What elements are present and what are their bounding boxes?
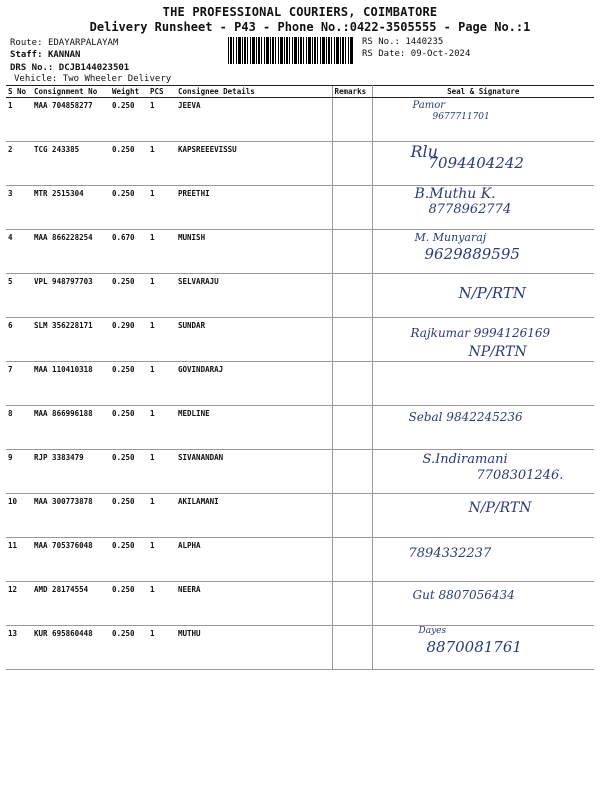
table-row bbox=[6, 186, 594, 230]
weight-cell: 0.250 bbox=[110, 494, 148, 538]
remarks-cell bbox=[332, 362, 372, 406]
remarks-cell bbox=[332, 274, 372, 318]
sno-cell: 6 bbox=[6, 318, 32, 362]
table-row bbox=[6, 450, 594, 494]
col-header-remarks: Remarks bbox=[332, 86, 372, 98]
route-line bbox=[10, 37, 118, 49]
signature-cell bbox=[372, 142, 594, 186]
weight-cell: 0.250 bbox=[110, 142, 148, 186]
rs-date-value: 09-Oct-2024 bbox=[410, 49, 471, 59]
consignment-no-cell: MTR 2515304 bbox=[32, 186, 110, 230]
signature-cell bbox=[372, 626, 594, 670]
vehicle-label: Vehicle: bbox=[14, 74, 58, 84]
handwritten-signature: Sebal 9842245236 bbox=[408, 410, 523, 424]
handwritten-signature: 7708301246. bbox=[476, 468, 564, 483]
handwritten-signature: N/P/RTN bbox=[468, 500, 532, 516]
consignee-cell: NEERA bbox=[176, 582, 332, 626]
pcs-cell: 1 bbox=[148, 186, 176, 230]
route-value: EDAYARPALAYAM bbox=[47, 38, 119, 48]
table-row bbox=[6, 494, 594, 538]
consignment-no-cell: RJP 3383479 bbox=[32, 450, 110, 494]
handwritten-signature: Dayes bbox=[418, 626, 447, 636]
signature-cell bbox=[372, 98, 594, 142]
col-header-pcs: PCS bbox=[148, 86, 176, 98]
weight-cell: 0.250 bbox=[110, 186, 148, 230]
staff-line bbox=[10, 49, 80, 61]
drs-value: DCJB144023501 bbox=[58, 63, 130, 73]
remarks-cell bbox=[332, 450, 372, 494]
weight-cell: 0.250 bbox=[110, 362, 148, 406]
runsheet-table bbox=[6, 85, 594, 670]
handwritten-signature: 9677711701 bbox=[432, 112, 490, 122]
handwritten-signature: Gut 8807056434 bbox=[412, 588, 515, 602]
handwritten-signature: NP/RTN bbox=[468, 344, 527, 360]
pcs-cell: 1 bbox=[148, 450, 176, 494]
consignment-no-cell: MAA 110410318 bbox=[32, 362, 110, 406]
handwritten-signature: S.Indiramani bbox=[422, 452, 508, 467]
sno-cell: 2 bbox=[6, 142, 32, 186]
handwritten-signature: M. Munyaraj bbox=[414, 231, 487, 244]
table-row bbox=[6, 230, 594, 274]
weight-cell: 0.250 bbox=[110, 274, 148, 318]
consignee-cell: GOVINDARAJ bbox=[176, 362, 332, 406]
handwritten-signature: Rajkumar 9994126169 bbox=[410, 326, 551, 340]
remarks-cell bbox=[332, 494, 372, 538]
table-row bbox=[6, 142, 594, 186]
sno-cell: 10 bbox=[6, 494, 32, 538]
consignee-cell: KAPSREEEVISSU bbox=[176, 142, 332, 186]
consignment-no-cell: MAA 705376048 bbox=[32, 538, 110, 582]
remarks-cell bbox=[332, 142, 372, 186]
table-row bbox=[6, 406, 594, 450]
consignment-no-cell: TCG 243385 bbox=[32, 142, 110, 186]
remarks-cell bbox=[332, 230, 372, 274]
handwritten-signature: 8870081761 bbox=[426, 638, 522, 656]
handwritten-signature: 7094404242 bbox=[428, 154, 524, 172]
rs-date-label: RS Date: bbox=[362, 49, 406, 59]
rs-no-value: 1440235 bbox=[405, 37, 444, 47]
signature-cell bbox=[372, 582, 594, 626]
handwritten-signature: N/P/RTN bbox=[458, 284, 526, 302]
table-row bbox=[6, 98, 594, 142]
consignee-cell: AKILAMANI bbox=[176, 494, 332, 538]
weight-cell: 0.250 bbox=[110, 406, 148, 450]
sno-cell: 9 bbox=[6, 450, 32, 494]
sno-cell: 7 bbox=[6, 362, 32, 406]
consignee-cell: MUTHU bbox=[176, 626, 332, 670]
remarks-cell bbox=[332, 582, 372, 626]
pcs-cell: 1 bbox=[148, 626, 176, 670]
table-row bbox=[6, 538, 594, 582]
pcs-cell: 1 bbox=[148, 142, 176, 186]
consignment-no-cell: SLM 356228171 bbox=[32, 318, 110, 362]
table-row bbox=[6, 582, 594, 626]
staff-label: Staff: bbox=[10, 50, 43, 60]
signature-cell bbox=[372, 318, 594, 362]
weight-cell: 0.670 bbox=[110, 230, 148, 274]
sno-cell: 5 bbox=[6, 274, 32, 318]
barcode-image bbox=[228, 37, 354, 64]
runsheet-subtitle: Delivery Runsheet - P43 - Phone No.:0422-3505555 - Page No.:1 bbox=[89, 20, 531, 34]
consignee-cell: SELVARAJU bbox=[176, 274, 332, 318]
weight-cell: 0.290 bbox=[110, 318, 148, 362]
staff-value: KANNAN bbox=[47, 50, 81, 60]
route-label: Route: bbox=[10, 38, 43, 48]
sno-cell: 8 bbox=[6, 406, 32, 450]
consignee-cell: MEDLINE bbox=[176, 406, 332, 450]
col-header-signature: Seal & Signature bbox=[372, 86, 594, 98]
col-header-sno: S No bbox=[6, 86, 32, 98]
handwritten-signature: Rlu bbox=[410, 142, 438, 161]
sno-cell: 1 bbox=[6, 98, 32, 142]
remarks-cell bbox=[332, 406, 372, 450]
weight-cell: 0.250 bbox=[110, 582, 148, 626]
signature-cell bbox=[372, 186, 594, 230]
table-row bbox=[6, 362, 594, 406]
weight-cell: 0.250 bbox=[110, 626, 148, 670]
sno-cell: 13 bbox=[6, 626, 32, 670]
signature-cell bbox=[372, 274, 594, 318]
consignment-no-cell: VPL 948797703 bbox=[32, 274, 110, 318]
consignee-cell: MUNISH bbox=[176, 230, 332, 274]
pcs-cell: 1 bbox=[148, 494, 176, 538]
handwritten-signature: Pamor bbox=[412, 100, 446, 111]
pcs-cell: 1 bbox=[148, 406, 176, 450]
signature-cell bbox=[372, 450, 594, 494]
sno-cell: 12 bbox=[6, 582, 32, 626]
weight-cell: 0.250 bbox=[110, 450, 148, 494]
sno-cell: 11 bbox=[6, 538, 32, 582]
consignee-cell: SIVANANDAN bbox=[176, 450, 332, 494]
table-header-row bbox=[6, 86, 594, 98]
remarks-cell bbox=[332, 98, 372, 142]
table-row bbox=[6, 274, 594, 318]
pcs-cell: 1 bbox=[148, 362, 176, 406]
signature-cell bbox=[372, 362, 594, 406]
consignment-no-cell: MAA 866996188 bbox=[32, 406, 110, 450]
pcs-cell: 1 bbox=[148, 538, 176, 582]
consignment-no-cell: MAA 866228254 bbox=[32, 230, 110, 274]
signature-cell bbox=[372, 406, 594, 450]
handwritten-signature: B.Muthu K. bbox=[414, 186, 496, 202]
weight-cell: 0.250 bbox=[110, 538, 148, 582]
signature-cell bbox=[372, 494, 594, 538]
sno-cell: 4 bbox=[6, 230, 32, 274]
consignee-cell: PREETHI bbox=[176, 186, 332, 230]
pcs-cell: 1 bbox=[148, 582, 176, 626]
remarks-cell bbox=[332, 538, 372, 582]
remarks-cell bbox=[332, 318, 372, 362]
vehicle-line bbox=[14, 73, 171, 85]
col-header-weight: Weight bbox=[110, 86, 148, 98]
col-header-consignment: Consignment No bbox=[32, 86, 110, 98]
signature-cell bbox=[372, 538, 594, 582]
pcs-cell: 1 bbox=[148, 98, 176, 142]
handwritten-signature: 7894332237 bbox=[408, 546, 492, 561]
pcs-cell: 1 bbox=[148, 274, 176, 318]
rs-date-line bbox=[362, 48, 470, 60]
company-title: THE PROFESSIONAL COURIERS, COIMBATORE bbox=[162, 5, 438, 19]
vehicle-value: Two Wheeler Delivery bbox=[62, 74, 172, 84]
consignee-cell: JEEVA bbox=[176, 98, 332, 142]
drs-label: DRS No.: bbox=[10, 63, 54, 73]
rs-no-line bbox=[362, 36, 443, 48]
remarks-cell bbox=[332, 186, 372, 230]
signature-cell bbox=[372, 230, 594, 274]
handwritten-signature: 9629889595 bbox=[424, 245, 520, 263]
weight-cell: 0.250 bbox=[110, 98, 148, 142]
consignment-no-cell: AMD 28174554 bbox=[32, 582, 110, 626]
pcs-cell: 1 bbox=[148, 318, 176, 362]
table-row bbox=[6, 626, 594, 670]
rs-no-label: RS No.: bbox=[362, 37, 400, 47]
sno-cell: 3 bbox=[6, 186, 32, 230]
handwritten-signature: 8778962774 bbox=[428, 202, 512, 217]
consignee-cell: SUNDAR bbox=[176, 318, 332, 362]
pcs-cell: 1 bbox=[148, 230, 176, 274]
consignment-no-cell: KUR 695860448 bbox=[32, 626, 110, 670]
consignee-cell: ALPHA bbox=[176, 538, 332, 582]
remarks-cell bbox=[332, 626, 372, 670]
col-header-consignee: Consignee Details bbox=[176, 86, 332, 98]
consignment-no-cell: MAA 300773878 bbox=[32, 494, 110, 538]
table-row bbox=[6, 318, 594, 362]
consignment-no-cell: MAA 704858277 bbox=[32, 98, 110, 142]
